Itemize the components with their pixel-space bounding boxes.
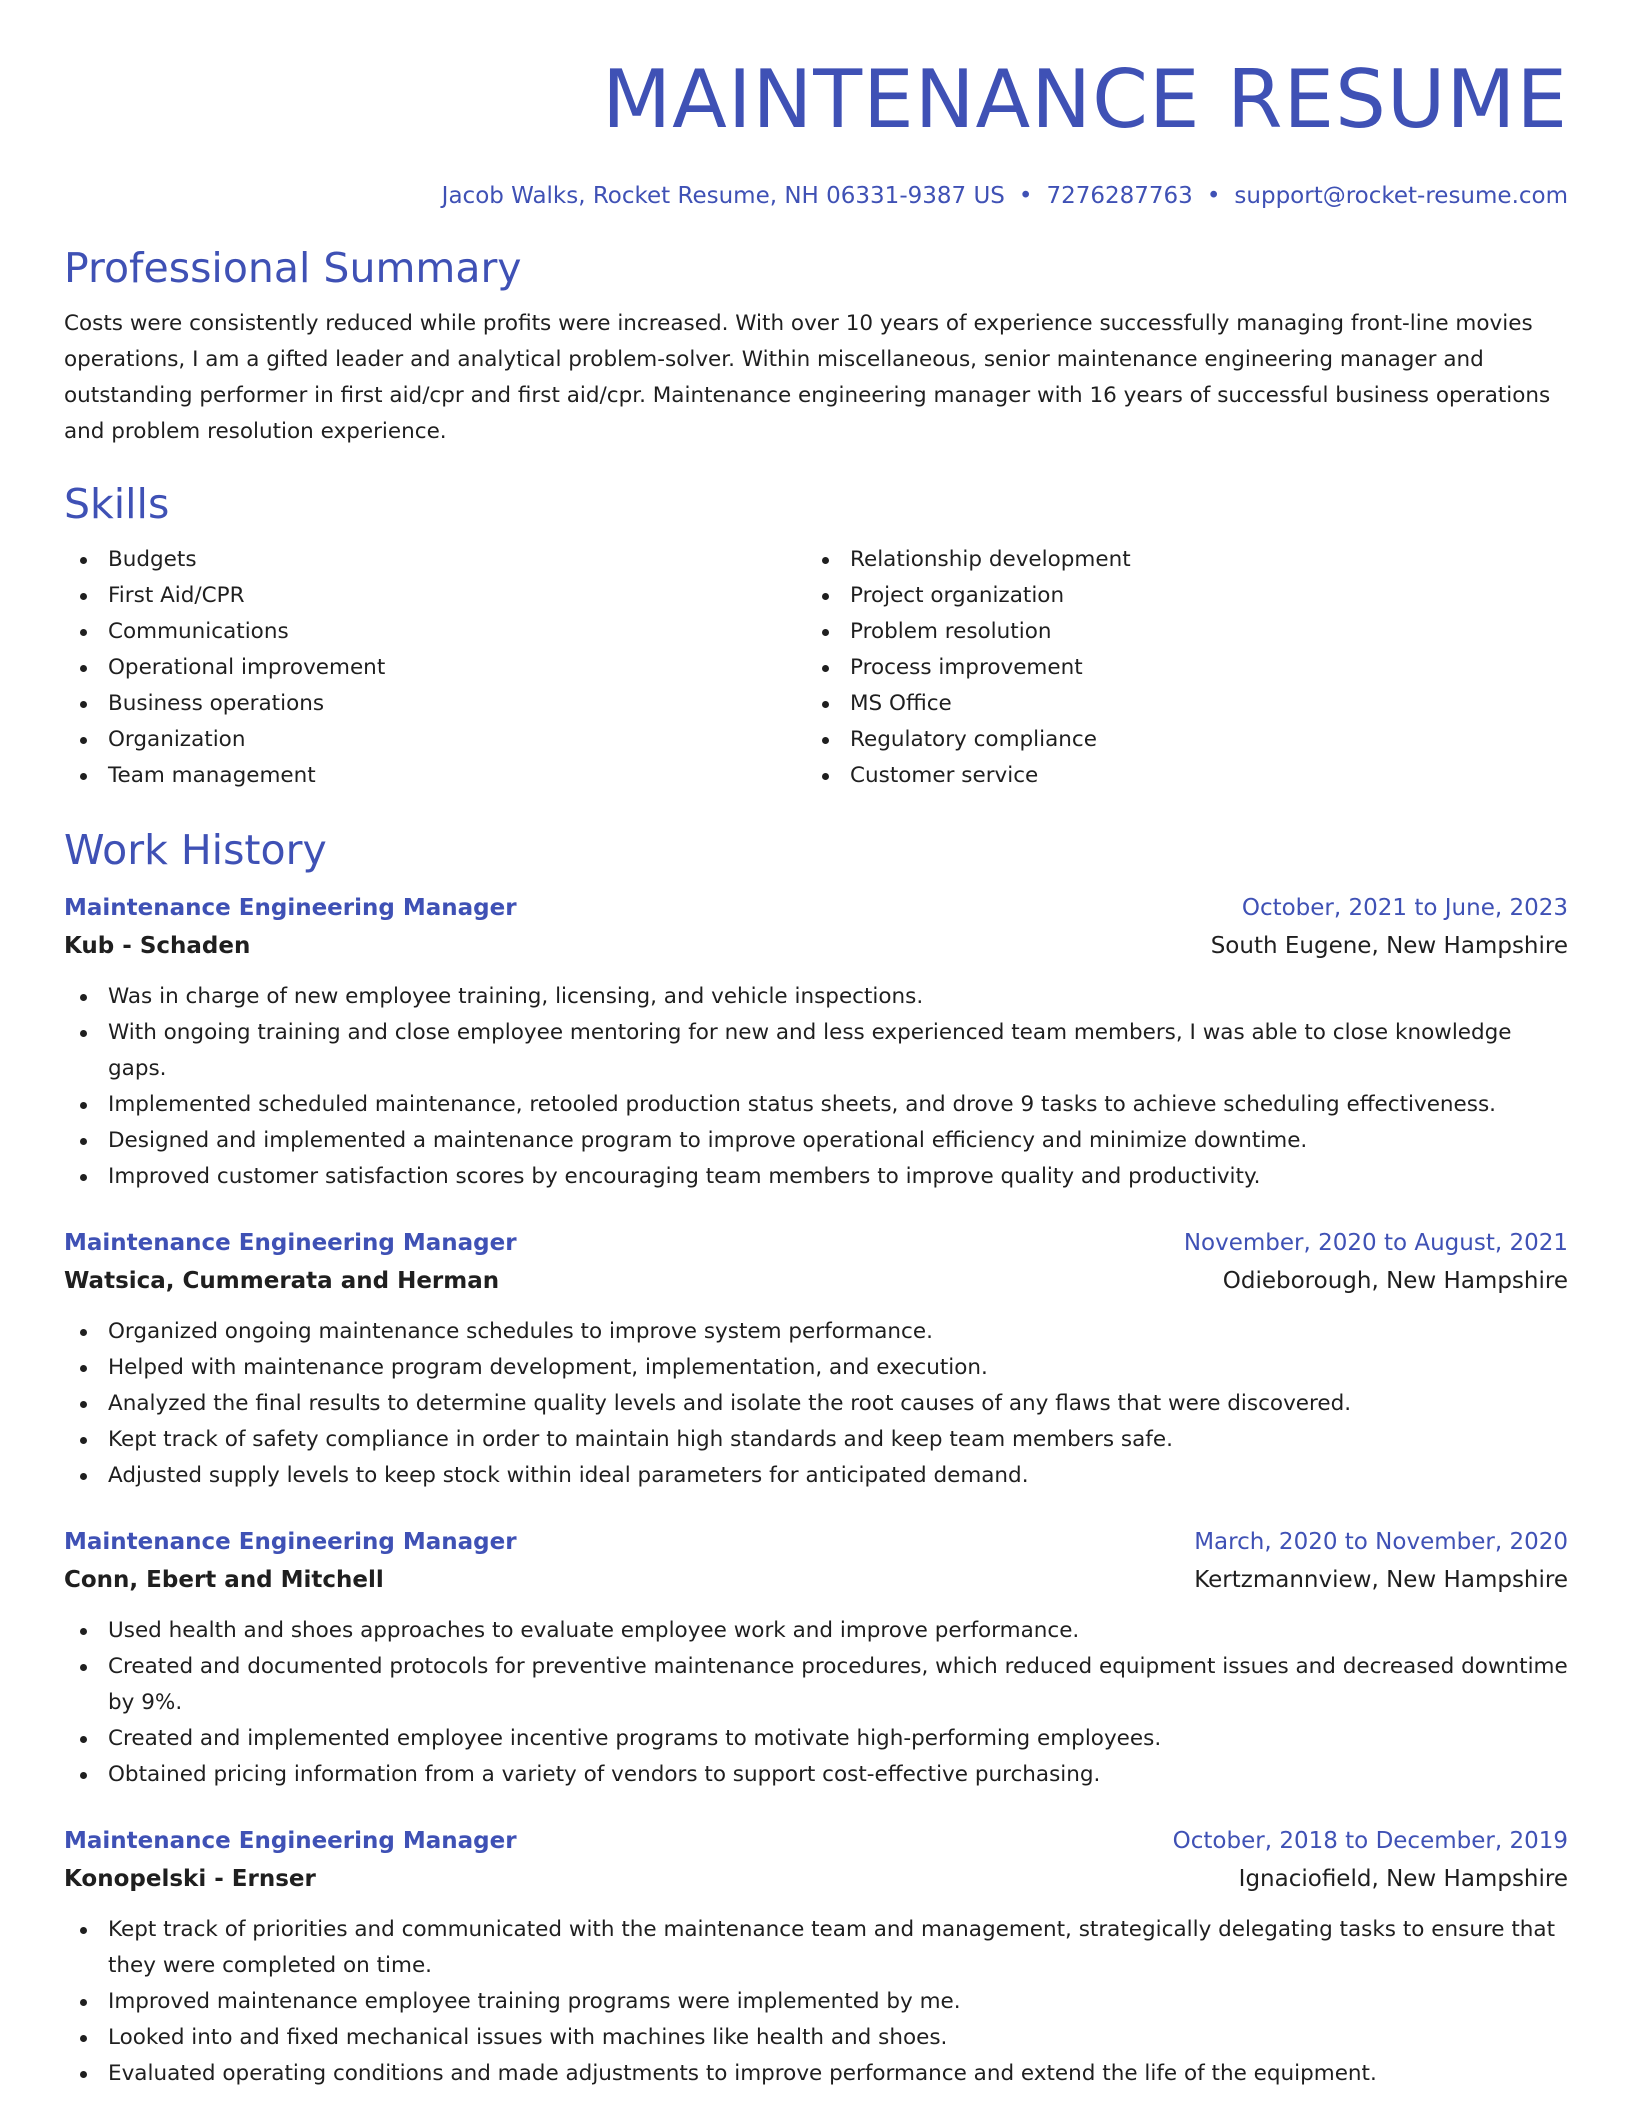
skill-item: Organization (64, 722, 806, 758)
job-bullet: Evaluated operating conditions and made adjustments to improve performance and extend the life of the equipment. (64, 2056, 1568, 2092)
job-bullet: Helped with maintenance program development, implementation, and execution. (64, 1350, 1568, 1386)
job-bullet: Adjusted supply levels to keep stock within ideal parameters for anticipated demand. (64, 1458, 1568, 1494)
job-bullet: Used health and shoes approaches to evaluate employee work and improve performance. (64, 1613, 1568, 1649)
job-bullet: Analyzed the final results to determine quality levels and isolate the root causes of any flaws that were discovered. (64, 1386, 1568, 1422)
skill-item: Process improvement (806, 650, 1548, 686)
job-bullet: Designed and implemented a maintenance program to improve operational efficiency and minimize downtime. (64, 1123, 1568, 1159)
job-dates: November, 2020 to August, 2021 (1183, 1230, 1568, 1256)
skill-item: Project organization (806, 578, 1548, 614)
job-company: Watsica, Cummerata and Herman (64, 1268, 500, 1294)
job-bullet: Implemented scheduled maintenance, retooled production status sheets, and drove 9 tasks to achieve scheduling effectiveness. (64, 1087, 1568, 1123)
contact-separator: • (1018, 183, 1033, 209)
skills-column-left (64, 542, 806, 794)
job-title: Maintenance Engineering Manager (64, 1828, 517, 1854)
job-company: Konopelski - Ernser (64, 1866, 316, 1892)
job-bullet: Improved maintenance employee training programs were implemented by me. (64, 1984, 1568, 2020)
job-entry (64, 1524, 1568, 1793)
skills-heading: Skills (64, 480, 170, 528)
job-company: Conn, Ebert and Mitchell (64, 1567, 384, 1593)
contact-email: support@rocket-resume.com (1234, 183, 1568, 209)
resume-title: MAINTENANCE RESUME (602, 53, 1568, 146)
skill-item: Relationship development (806, 542, 1548, 578)
summary-heading: Professional Summary (64, 244, 522, 292)
job-bullets (64, 979, 1568, 1195)
skill-item: Business operations (64, 686, 806, 722)
skill-item: First Aid/CPR (64, 578, 806, 614)
work-history-heading: Work History (64, 826, 327, 874)
job-bullet: Created and documented protocols for preventive maintenance procedures, which reduced equipment issues and decreased downtime by 9%. (64, 1649, 1568, 1721)
job-bullets (64, 1613, 1568, 1793)
contact-separator: • (1206, 183, 1221, 209)
job-entry (64, 1225, 1568, 1494)
summary-text: Costs were consistently reduced while profits were increased. With over 10 years of experience successfully managing front-line movies operations, I am a gifted leader and analytical problem-solver. Within miscellaneous, senior maintenance engineering manager and outstanding performer in first aid/cpr and first aid/cpr. Maintenance engineering manager with 16 years of successful business operations and problem resolution experience. (64, 311, 1551, 444)
skill-item: Budgets (64, 542, 806, 578)
job-bullet: Organized ongoing maintenance schedules to improve system performance. (64, 1314, 1568, 1350)
skill-item: Customer service (806, 758, 1548, 794)
job-title: Maintenance Engineering Manager (64, 1529, 517, 1555)
skill-item: Team management (64, 758, 806, 794)
contact-phone: 7276287763 (1046, 183, 1193, 209)
contact-line (64, 180, 1568, 212)
job-bullets (64, 1314, 1568, 1494)
job-dates: March, 2020 to November, 2020 (1194, 1529, 1568, 1555)
skills-list (64, 542, 1568, 794)
skill-item: Problem resolution (806, 614, 1548, 650)
job-bullet: Created and implemented employee incentive programs to motivate high-performing employees. (64, 1721, 1568, 1757)
job-entry (64, 890, 1568, 1195)
skill-item: MS Office (806, 686, 1548, 722)
job-company: Kub - Schaden (64, 933, 251, 959)
job-entry (64, 1823, 1568, 2092)
job-bullet: Kept track of safety compliance in order to maintain high standards and keep team members safe. (64, 1422, 1568, 1458)
job-location: Kertzmannview, New Hampshire (1194, 1567, 1568, 1593)
skill-item: Operational improvement (64, 650, 806, 686)
job-bullet: Looked into and fixed mechanical issues with machines like health and shoes. (64, 2020, 1568, 2056)
job-dates: October, 2021 to June, 2023 (1241, 895, 1568, 921)
skill-item: Communications (64, 614, 806, 650)
job-bullet: Kept track of priorities and communicated with the maintenance team and management, strategically delegating tasks to ensure that they were completed on time. (64, 1912, 1568, 1984)
job-location: Ignaciofield, New Hampshire (1238, 1866, 1568, 1892)
skills-column-right (806, 542, 1548, 794)
job-bullet: With ongoing training and close employee mentoring for new and less experienced team members, I was able to close knowledge gaps. (64, 1015, 1568, 1087)
job-title: Maintenance Engineering Manager (64, 895, 517, 921)
job-bullet: Improved customer satisfaction scores by encouraging team members to improve quality and productivity. (64, 1159, 1568, 1195)
contact-address: Jacob Walks, Rocket Resume, NH 06331-9387 US (441, 183, 1005, 209)
job-location: Odieborough, New Hampshire (1222, 1268, 1568, 1294)
job-bullet: Obtained pricing information from a variety of vendors to support cost-effective purchasing. (64, 1757, 1568, 1793)
job-location: South Eugene, New Hampshire (1210, 933, 1568, 959)
job-dates: October, 2018 to December, 2019 (1172, 1828, 1568, 1854)
job-bullet: Was in charge of new employee training, licensing, and vehicle inspections. (64, 979, 1568, 1015)
skill-item: Regulatory compliance (806, 722, 1548, 758)
resume-page (64, 0, 1568, 2092)
job-bullets (64, 1912, 1568, 2092)
job-title: Maintenance Engineering Manager (64, 1230, 517, 1256)
